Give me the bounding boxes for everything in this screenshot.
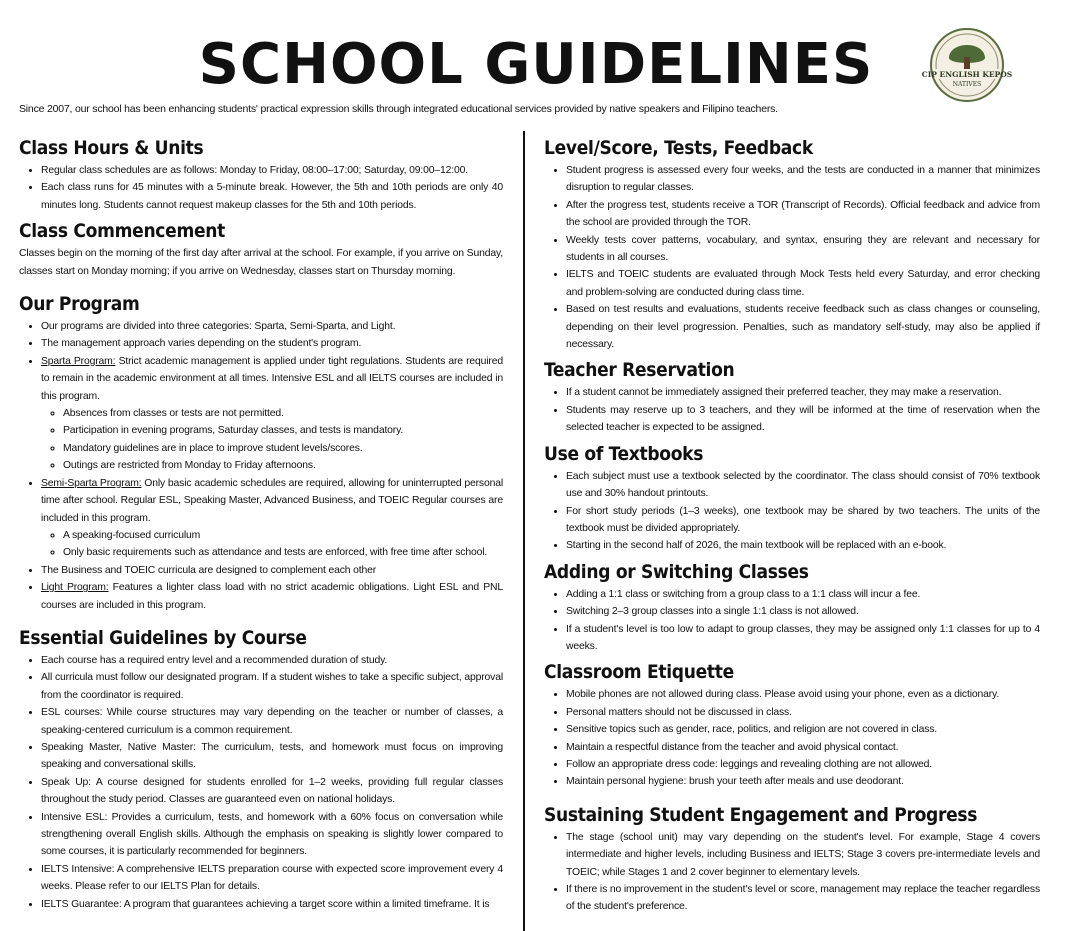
list-item: • Mobile phones are not allowed during class. Please avoid using your phone, even as a dictionary. xyxy=(566,686,1040,703)
section-heading: Class Hours & Units xyxy=(19,137,204,159)
list-item: • IELTS and TOEIC students are evaluated through Mock Tests held every Saturday, and error checking and problem-solving are conducted during class time. xyxy=(566,266,1040,301)
sub-list-item: ◦ Outings are restricted from Monday to Friday afternoons. xyxy=(63,457,503,474)
list-item: • Each course has a required entry level and a recommended duration of study. xyxy=(41,652,503,669)
list-item: • Switching 2–3 group classes into a single 1:1 class is not allowed. xyxy=(566,603,1040,620)
list-item: • Regular class schedules are as follows: Monday to Friday, 08:00–17:00; Saturday, 09:00–12:00. xyxy=(41,162,503,179)
page-title: SCHOOL GUIDELINES xyxy=(198,32,874,97)
paragraph: Classes begin on the morning of the first day after arrival at the school. For example, if you arrive on Sunday, classes start on Monday morning; if you arrive on Wednesday, classes start on Thursday morning. xyxy=(19,248,503,277)
list-item: • IELTS Intensive: A comprehensive IELTS preparation course with expected score improvement every 4 weeks. Please refer to our IELTS Plan for details. xyxy=(41,861,503,896)
column-divider xyxy=(523,131,525,931)
section-commencement xyxy=(19,217,503,280)
semi-sparta-label: Semi-Sparta Program: xyxy=(41,477,142,489)
intro-text: Since 2007, our school has been enhancing students' practical expression skills through integrated educational services provided by native speakers and Filipino teachers. xyxy=(19,103,778,115)
section-textbooks xyxy=(544,440,1040,555)
section-class-hours xyxy=(19,134,503,214)
list-item: • After the progress test, students receive a TOR (Transcript of Records). Official feedback and advice from the school are provided through the TOR. xyxy=(566,197,1040,232)
sparta-label: Sparta Program: xyxy=(41,355,116,367)
section-heading: Essential Guidelines by Course xyxy=(19,626,307,649)
list-item: • IELTS Guarantee: A program that guarantees achieving a target score within a limited timeframe. It is xyxy=(41,896,503,913)
list-item: • ESL courses: While course structures may vary depending on the teacher or number of classes, a speaking-centered curriculum is a common requirement. xyxy=(41,704,503,739)
section-switching-classes xyxy=(544,558,1040,656)
list-item: • If there is no improvement in the student's level or score, management may replace the teacher regardless of the student's preference. xyxy=(566,881,1040,916)
list-item: • Speak Up: A course designed for students enrolled for 1–2 weeks, providing full regular classes throughout the study period. Classes are guaranteed even on national holidays. xyxy=(41,774,503,809)
semi-sparta-text: Only basic academic schedules are required, allowing for uninterrupted personal time after school. Regular ESL, Speaking Master, Advanced Business, and TOEIC Regular courses are included in this program. xyxy=(41,477,503,524)
right-column xyxy=(544,134,1040,919)
list-item: • Each class runs for 45 minutes with a 5-minute break. However, the 5th and 10th periods are only 40 minutes long. Students cannot request makeup classes for the 5th and 10th periods. xyxy=(41,179,503,214)
list-item-light xyxy=(41,579,503,614)
section-our-program xyxy=(19,290,503,614)
section-teacher-reservation xyxy=(544,356,1040,436)
list-item: • Adding a 1:1 class or switching from a group class to a 1:1 class will incur a fee. xyxy=(566,586,1040,603)
list-item: • Personal matters should not be discussed in class. xyxy=(566,704,1040,721)
list-item: • Based on test results and evaluations, students receive feedback such as class changes or counseling, depending on their level progression. Penalties, such as mandatory self-study, may also be applied if necessary. xyxy=(566,301,1040,353)
section-level-tests xyxy=(544,134,1040,353)
light-text: Features a lighter class load with no strict academic obligations. Light ESL and PNL courses are included in this program. xyxy=(41,582,503,611)
list-item: • For short study periods (1–3 weeks), one textbook may be shared by two teachers. The units of the textbook must be divided appropriately. xyxy=(566,503,1040,538)
section-heading: Our Program xyxy=(19,293,140,316)
section-heading: Sustaining Student Engagement and Progress xyxy=(544,803,978,826)
section-classroom-etiquette xyxy=(544,658,1040,790)
section-heading: Class Commencement xyxy=(19,220,225,243)
section-heading: Adding or Switching Classes xyxy=(544,560,809,583)
list-item-semi-sparta xyxy=(41,475,503,562)
section-heading: Classroom Etiquette xyxy=(544,661,734,684)
list-item: • The management approach varies depending on the student's program. xyxy=(41,335,503,352)
list-item: • Students may reserve up to 3 teachers, and they will be informed at the time of reservation when the selected teacher is expected to be assigned. xyxy=(566,402,1040,437)
left-column xyxy=(19,134,503,916)
section-essential-guidelines xyxy=(19,624,503,913)
sub-list-item: ◦ Mandatory guidelines are in place to improve student levels/scores. xyxy=(63,440,503,457)
list-item: • Our programs are divided into three categories: Sparta, Semi-Sparta, and Light. xyxy=(41,318,503,335)
sub-list-item: ◦ A speaking-focused curriculum xyxy=(63,527,503,544)
list-item: • If a student's level is too low to adapt to group classes, they may be assigned only 1:1 classes for up to 4 weeks. xyxy=(566,621,1040,656)
section-heading: Use of Textbooks xyxy=(544,442,704,465)
light-label: Light Program: xyxy=(41,582,109,594)
list-item: • Follow an appropriate dress code: leggings and revealing clothing are not allowed. xyxy=(566,756,1040,773)
list-item: • Sensitive topics such as gender, race, politics, and religion are not covered in class. xyxy=(566,721,1040,738)
sub-list-item: ◦ Participation in evening programs, Saturday classes, and tests is mandatory. xyxy=(63,422,503,439)
list-item: • Speaking Master, Native Master: The curriculum, tests, and homework must focus on improving speaking and conversational skills. xyxy=(41,739,503,774)
sub-list-item: ◦ Only basic requirements such as attendance and tests are enforced, with free time after school. xyxy=(63,544,503,561)
list-item: • Each subject must use a textbook selected by the coordinator. The class should consist of 70% textbook use and 30% handout printouts. xyxy=(566,468,1040,503)
list-item: • The Business and TOEIC curricula are designed to complement each other xyxy=(41,562,503,579)
sparta-text: Strict academic management is applied under tight regulations. Students are required to remain in the academic environment at all times. Intensive ESL and all IELTS courses are included in this program. xyxy=(41,355,503,402)
section-engagement xyxy=(544,801,1040,916)
school-logo xyxy=(921,27,1013,103)
logo-text-top: CIP ENGLISH KEPOS xyxy=(921,70,1013,79)
list-item-sparta xyxy=(41,353,503,475)
section-heading: Teacher Reservation xyxy=(544,359,735,382)
list-item: • If a student cannot be immediately assigned their preferred teacher, they may make a reservation. xyxy=(566,384,1040,401)
list-item: • Maintain personal hygiene: brush your teeth after meals and use deodorant. xyxy=(566,773,1040,790)
list-item: • The stage (school unit) may vary depending on the student's level. For example, Stage 4 covers intermediate and higher levels, including Business and IELTS; Stage 3 covers pre-intermediate levels and TOEIC; while Stages 1 and 2 cover beginner to elementary levels. xyxy=(566,829,1040,881)
logo-text-bottom: NATIVES xyxy=(952,81,982,88)
sub-list-item: ◦ Absences from classes or tests are not permitted. xyxy=(63,405,503,422)
list-item: • Starting in the second half of 2026, the main textbook will be replaced with an e-book. xyxy=(566,537,1040,554)
list-item: • Intensive ESL: Provides a curriculum, tests, and homework with a 60% focus on conversation while strengthening overall English skills. Although the emphasis on speaking is slightly lower compared to some courses, it is particularly recommended for beginners. xyxy=(41,809,503,861)
list-item: • Weekly tests cover patterns, vocabulary, and syntax, ensuring they are relevant and necessary for students in all courses. xyxy=(566,232,1040,267)
list-item: • All curricula must follow our designated program. If a student wishes to take a specific subject, approval from the coordinator is required. xyxy=(41,669,503,704)
list-item: • Maintain a respectful distance from the teacher and avoid physical contact. xyxy=(566,739,1040,756)
section-heading: Level/Score, Tests, Feedback xyxy=(544,137,813,159)
list-item: • Student progress is assessed every four weeks, and the tests are conducted in a manner that minimizes disruption to regular classes. xyxy=(566,162,1040,197)
